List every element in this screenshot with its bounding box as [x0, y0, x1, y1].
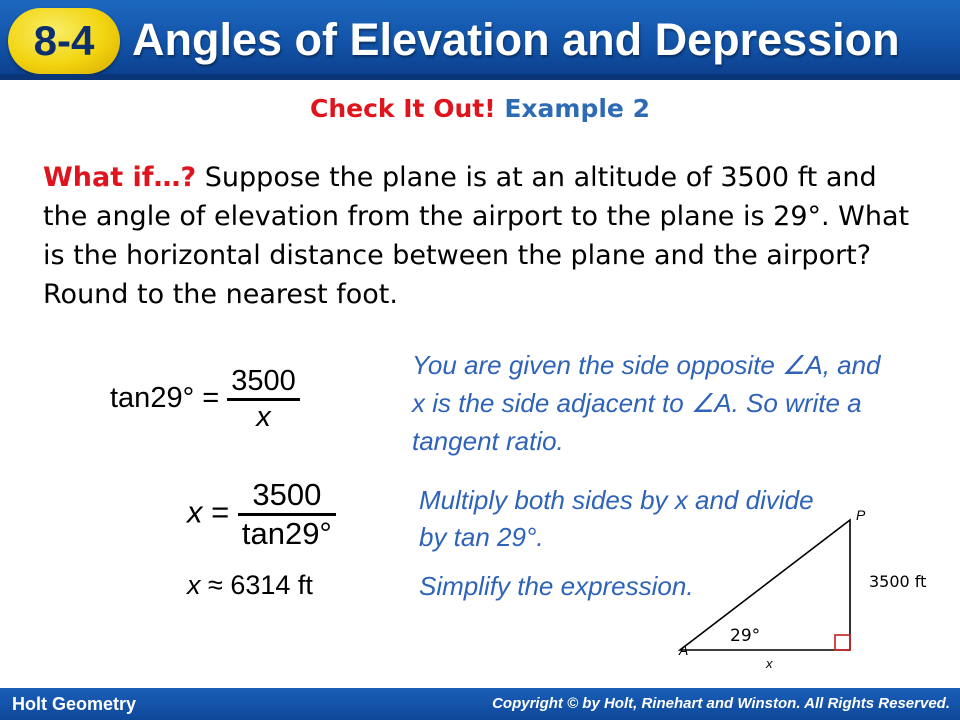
fraction: [227, 365, 300, 434]
step-note-multiply: Multiply both sides by x and divide by tan 29°.: [419, 485, 814, 552]
copyright-notice: Copyright © by Holt, Rinehart and Winston. All Rights Reserved.: [492, 695, 950, 712]
triangle-outline: [680, 520, 850, 650]
lesson-number: 8-4: [33, 17, 95, 64]
fraction-numerator: 3500: [231, 365, 296, 397]
vertex-label-a: A: [679, 642, 689, 658]
slide-subtitle: [0, 94, 960, 123]
right-angle-marker: [835, 635, 850, 650]
equation-lhs: tan29°: [110, 382, 195, 415]
equals-sign: =: [202, 382, 220, 415]
what-if-lead: What if…?: [43, 162, 197, 193]
title-bar: [0, 0, 960, 78]
problem-body: Suppose the plane is at an altitude of 3500 ft and the angle of elevation from the airport to the plane is 29°. What is the horizontal distance between the plane and the airport? Round to the nearest foot.: [43, 162, 910, 310]
equals-sign: =: [211, 494, 230, 530]
course-name: Holt Geometry: [12, 694, 137, 714]
example-label: Example 2: [504, 94, 650, 123]
fraction-denominator: tan29°: [238, 513, 336, 552]
check-it-out-label: Check It Out!: [310, 94, 496, 123]
equation-result: [187, 570, 313, 601]
problem-statement: [43, 158, 923, 314]
vertex-label-p: P: [856, 507, 866, 523]
fraction-denominator: x: [227, 398, 300, 434]
side-label-altitude: 3500 ft: [869, 572, 927, 591]
equation-lhs: x: [187, 494, 203, 530]
right-triangle-figure: [670, 498, 960, 678]
approx-sign: ≈: [208, 570, 223, 600]
step-note-tangent: You are given the side opposite ∠A, and x is the side adjacent to ∠A. So write a tangent ratio.: [412, 350, 881, 456]
equation-tangent-ratio: [110, 365, 300, 434]
equation-solve-x: [187, 477, 336, 552]
angle-label: 29°: [730, 626, 761, 646]
base-label-x: x: [766, 656, 773, 671]
step-note-simplify: Simplify the expression.: [419, 571, 694, 601]
equation-lhs: x: [187, 570, 201, 600]
result-value: 6314 ft: [230, 570, 313, 600]
fraction-numerator: 3500: [252, 477, 322, 512]
fraction: [238, 477, 336, 552]
lesson-number-badge: [8, 8, 120, 74]
header-divider: [0, 74, 960, 80]
lesson-title: Angles of Elevation and Depression: [132, 14, 900, 65]
footer-bar: [0, 688, 960, 720]
